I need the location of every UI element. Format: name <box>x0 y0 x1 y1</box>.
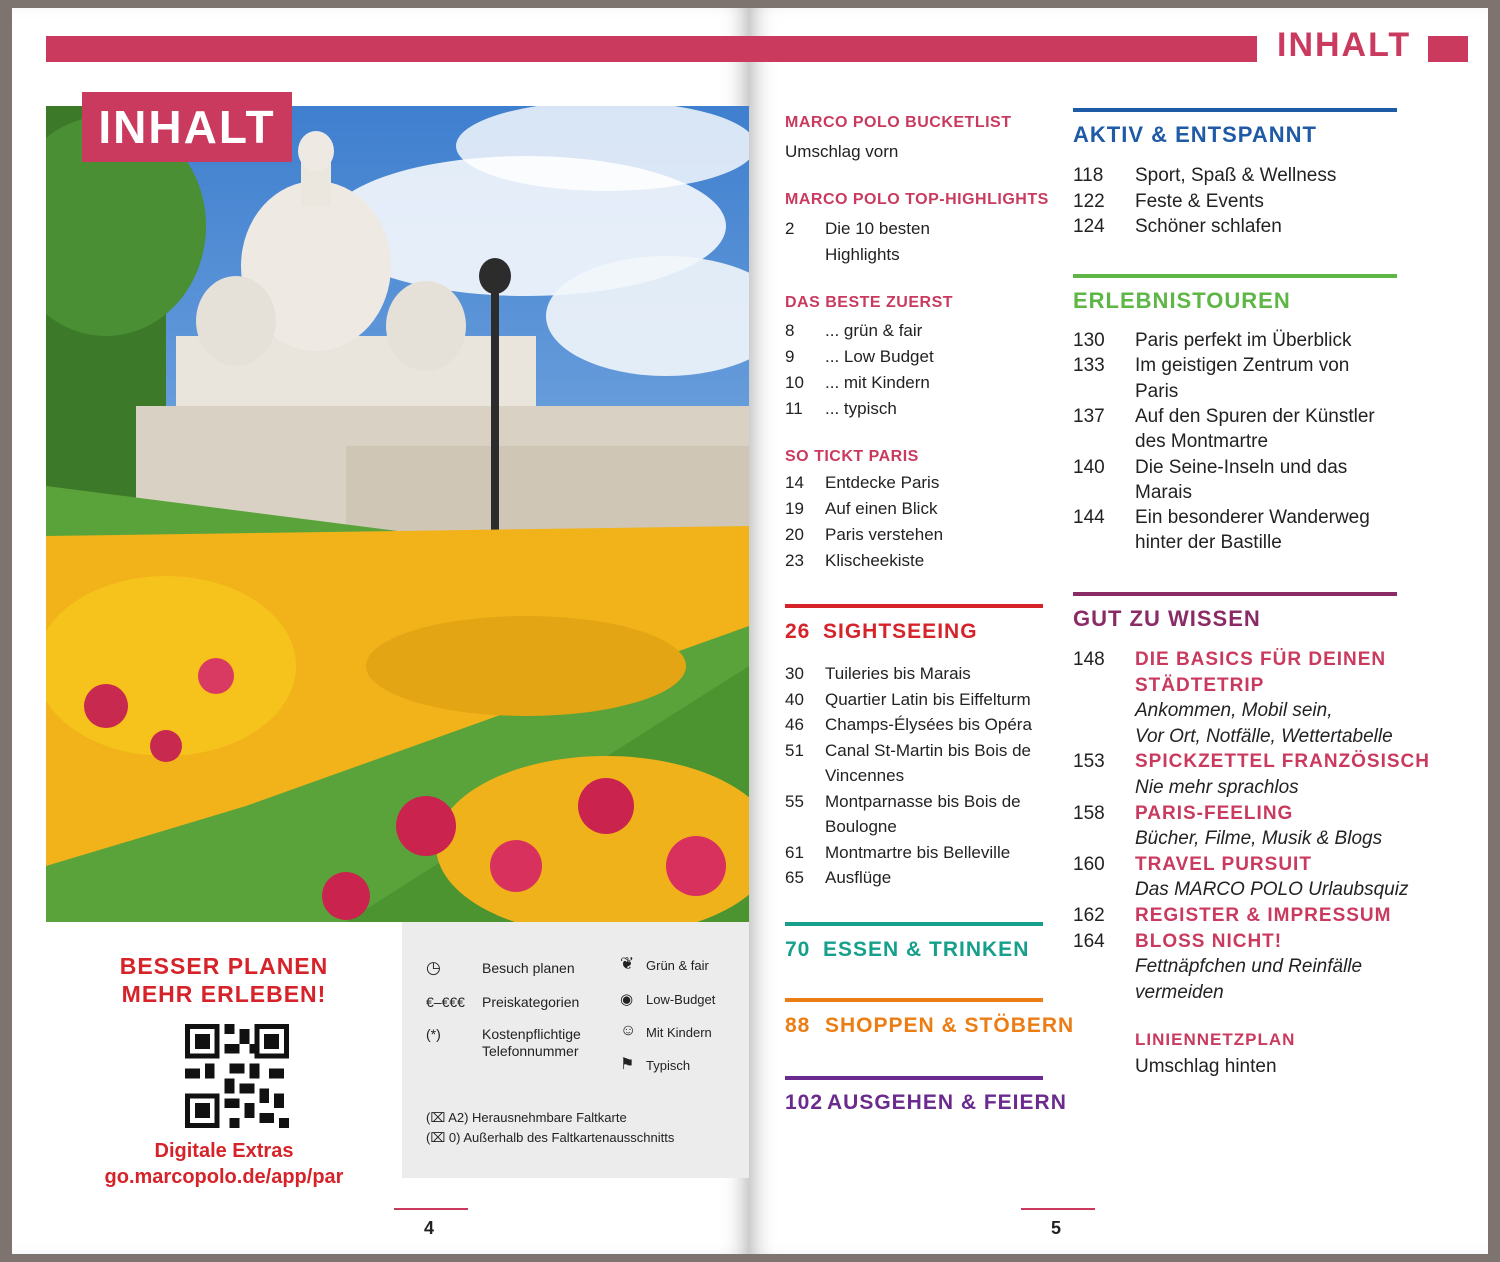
bucketlist-sub: Umschlag vorn <box>785 142 899 161</box>
bucketlist-heading[interactable]: MARCO POLO BUCKETLIST <box>785 114 1012 131</box>
shoppen-heading[interactable]: SHOPPEN & STÖBERN <box>825 1014 1075 1037</box>
sacre-coeur-photo <box>46 106 749 922</box>
toc-row[interactable]: 61 Montmartre bis Belleville <box>785 842 1011 862</box>
tophighlights-heading[interactable]: MARCO POLO TOP-HIGHLIGHTS <box>785 191 1049 208</box>
leaf-icon: ❦ <box>620 954 635 973</box>
toc-row[interactable]: 9 ... Low Budget <box>785 347 934 366</box>
qr-code-icon[interactable] <box>178 1024 296 1128</box>
essen-heading[interactable]: ESSEN & TRINKEN <box>823 938 1030 961</box>
digital-extras-label: Digitale Extras <box>154 1140 294 1162</box>
top-bar-right <box>749 36 1257 62</box>
essen-num[interactable]: 70 <box>785 938 811 961</box>
toc-row[interactable]: 23 Klischeekiste <box>785 551 925 570</box>
toc-row[interactable]: 19 Auf einen Blick <box>785 499 938 518</box>
toc-row[interactable]: 20 Paris verstehen <box>785 525 944 544</box>
legend-label: Low-Budget <box>646 992 716 1007</box>
page-number-rule <box>394 1208 468 1210</box>
inhalt-badge: INHALT <box>82 92 292 162</box>
sotickt-heading[interactable]: SO TICKT PARIS <box>785 448 919 465</box>
sightseeing-num[interactable]: 26 <box>785 620 811 643</box>
essen-rule <box>785 922 1043 926</box>
top-bar-left <box>46 36 749 62</box>
toc-row[interactable]: 118 Sport, Spaß & Wellness <box>1073 165 1337 186</box>
erlebnis-heading[interactable]: ERLEBNISTOUREN <box>1073 288 1291 313</box>
toc-row[interactable]: 124 Schöner schlafen <box>1073 216 1282 237</box>
digital-extras <box>46 1138 402 1190</box>
legend-label: Mit Kindern <box>646 1025 712 1040</box>
toc-row[interactable]: 148 DIE BASICS FÜR DEINEN STÄDTETRIP Ankommen, Mobil sein, Vor Ort, Notfälle, Wettertabelle <box>1073 649 1393 747</box>
ausgehen-rule <box>785 1076 1043 1080</box>
sightseeing-heading[interactable]: SIGHTSEEING <box>823 620 978 643</box>
legend-label: Typisch <box>646 1058 691 1073</box>
aktiv-rule <box>1073 108 1397 112</box>
price-symbol: €–€€€ <box>426 994 465 1010</box>
legend-label: Preiskategorien <box>482 994 580 1010</box>
toc-row[interactable]: 40 Quartier Latin bis Eiffelturm <box>785 689 1031 709</box>
promo-title <box>46 952 402 1008</box>
legend-label: Besuch planen <box>482 960 575 976</box>
ausgehen-heading[interactable]: AUSGEHEN & FEIERN <box>827 1091 1067 1114</box>
promo-line-2: MEHR ERLEBEN! <box>121 981 327 1007</box>
toc-row[interactable]: 51 Canal St-Martin bis Bois de Vincennes <box>785 740 1031 785</box>
toc-row[interactable]: 133 Im geistigen Zentrum von Paris <box>1073 355 1350 402</box>
page-number-left: 4 <box>424 1218 435 1238</box>
clock-icon: ◷ <box>426 958 441 977</box>
toc-row[interactable]: 160 TRAVEL PURSUIT Das MARCO POLO Urlaubsquiz <box>1073 853 1409 901</box>
liniennetz-heading[interactable]: LINIENNETZPLAN <box>1135 1030 1296 1049</box>
promo-line-1: BESSER PLANEN <box>119 953 329 979</box>
asterisk-symbol: (*) <box>426 1026 441 1042</box>
toc-row[interactable]: 55 Montparnasse bis Bois de Boulogne <box>785 791 1021 836</box>
toc-row[interactable]: 2 Die 10 besten Highlights <box>785 219 930 264</box>
kids-icon: ☺ <box>620 1022 637 1039</box>
page-number-rule <box>1021 1208 1095 1210</box>
toc-row[interactable]: 65 Ausflüge <box>785 868 892 887</box>
bestezuerst-heading[interactable]: DAS BESTE ZUERST <box>785 294 954 311</box>
toc-row[interactable]: 140 Die Seine-Inseln und das Marais <box>1073 456 1348 503</box>
shoppen-rule <box>785 998 1043 1002</box>
inhalt-header: INHALT <box>1277 26 1412 64</box>
toc-row[interactable]: 144 Ein besonderer Wanderweg hinter der Bastille <box>1073 507 1370 554</box>
toc-row[interactable]: 164 BLOSS NICHT! Fettnäpfchen und Reinfälle vermeiden <box>1073 930 1363 1003</box>
toc-row[interactable]: 14 Entdecke Paris <box>785 473 940 492</box>
toc-row[interactable]: 10 ... mit Kindern <box>785 373 930 392</box>
legend-label: Kostenpflichtige Telefonnummer <box>482 1026 581 1059</box>
digital-extras-url[interactable]: go.marcopolo.de/app/par <box>104 1166 344 1188</box>
piggy-bank-icon: ◉ <box>620 991 634 1008</box>
promo-block <box>46 922 402 1222</box>
right-page <box>749 8 1488 1254</box>
toc-row[interactable]: 30 Tuileries bis Marais <box>785 664 971 683</box>
toc-row[interactable]: 130 Paris perfekt im Überblick <box>1073 330 1352 351</box>
toc-row[interactable]: 8 ... grün & fair <box>785 321 923 340</box>
toc-row[interactable]: 153 SPICKZETTEL FRANZÖSISCH Nie mehr sprachlos <box>1073 751 1430 798</box>
flag-icon: ⚑ <box>620 1056 635 1073</box>
liniennetz-sub: Umschlag hinten <box>1135 1056 1277 1077</box>
legend-box <box>402 922 749 1178</box>
ausgehen-num[interactable]: 102 <box>785 1091 824 1114</box>
legend-label: Grün & fair <box>646 958 709 973</box>
gutzuwissen-heading[interactable]: GUT ZU WISSEN <box>1073 606 1261 631</box>
top-bar-right-end <box>1428 36 1468 62</box>
toc-row[interactable]: 158 PARIS-FEELING Bücher, Filme, Musik & Blogs <box>1073 802 1383 850</box>
erlebnis-rule <box>1073 274 1397 278</box>
toc-row[interactable]: 122 Feste & Events <box>1073 190 1264 212</box>
left-page <box>12 8 749 1254</box>
aktiv-heading[interactable]: AKTIV & ENTSPANNT <box>1073 122 1317 147</box>
toc-row[interactable]: 137 Auf den Spuren der Künstler des Montmartre <box>1073 405 1375 453</box>
map-note-2: (⌧ 0) Außerhalb des Faltkartenausschnitts <box>426 1130 675 1145</box>
shoppen-num[interactable]: 88 <box>785 1014 811 1037</box>
gutzuwissen-rule <box>1073 592 1397 596</box>
toc-row[interactable]: 162 REGISTER & IMPRESSUM <box>1073 905 1392 926</box>
toc-row[interactable]: 11 ... typisch <box>785 399 897 418</box>
map-note-1: (⌧ A2) Herausnehmbare Faltkarte <box>426 1110 627 1125</box>
page-number-right: 5 <box>1051 1218 1062 1238</box>
sightseeing-rule <box>785 604 1043 608</box>
toc-row[interactable]: 46 Champs-Élysées bis Opéra <box>785 715 1032 734</box>
